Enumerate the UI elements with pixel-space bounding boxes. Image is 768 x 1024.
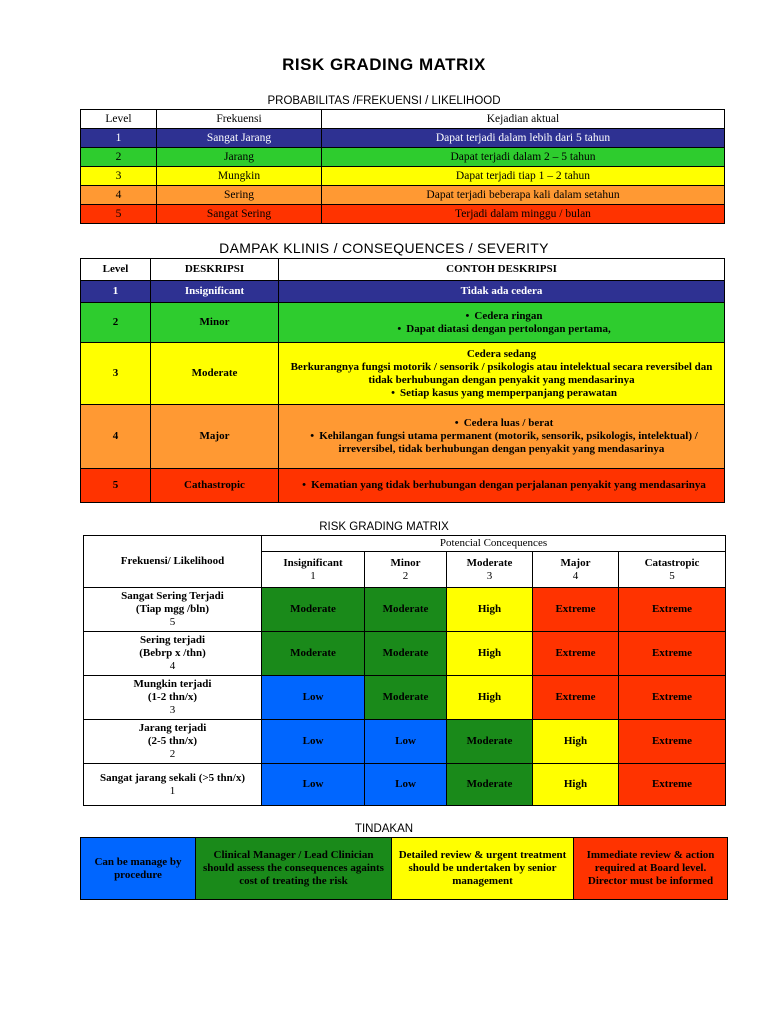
action-low: Can be manage by procedure: [81, 838, 196, 900]
likelihood-row-4: [81, 186, 725, 205]
frequency-cell: Jarang: [157, 148, 322, 167]
level-cell: 2: [81, 148, 157, 167]
matrix-corner-label: Frekuensi/ Likelihood: [84, 536, 262, 588]
description-cell: Insignificant: [151, 281, 279, 303]
likelihood-table: [80, 109, 725, 224]
likelihood-heading: PROBABILITAS /FREKUENSI / LIKELIHOOD: [267, 95, 501, 107]
bullet-icon: •: [302, 479, 306, 491]
header-frequency: Frekuensi: [157, 110, 322, 129]
matrix-cell: High: [533, 764, 619, 806]
description-cell: Cathastropic: [151, 469, 279, 503]
bullet-icon: •: [391, 386, 395, 399]
column-header: Moderate 3: [447, 552, 533, 588]
header-level: Level: [81, 259, 151, 281]
matrix-cell: High: [533, 720, 619, 764]
bullet-icon: •: [310, 430, 315, 442]
row-header: Jarang terjadi (2-5 thn/x) 2: [84, 720, 262, 764]
bullet-icon: •: [397, 322, 402, 335]
description-cell: Moderate: [151, 343, 279, 405]
matrix-cell: Moderate: [365, 676, 447, 720]
consequences-row-5: [81, 469, 725, 503]
matrix-cell: Low: [365, 720, 447, 764]
description-cell: Major: [151, 405, 279, 469]
consequences-header-row: [81, 259, 725, 281]
row-header: Sangat Sering Terjadi (Tiap mgg /bln) 5: [84, 588, 262, 632]
frequency-cell: Sangat Jarang: [157, 129, 322, 148]
page-title: RISK GRADING MATRIX: [282, 55, 486, 74]
level-cell: 3: [81, 343, 151, 405]
consequences-table: [80, 258, 725, 503]
event-cell: Dapat terjadi beberapa kali dalam setahun: [322, 186, 725, 205]
matrix-cell: Moderate: [262, 588, 365, 632]
example-cell: Cedera sedang Berkurangnya fungsi motorik / sensorik / psikologis atau intelektual secara reversibel dan tidak berhubungan dengan penyakit yang mendasarinya • Setiap kasus yang memperpanjang perawatan: [279, 343, 725, 405]
level-cell: 1: [81, 129, 157, 148]
matrix-cell: High: [447, 676, 533, 720]
matrix-cell: Moderate: [365, 588, 447, 632]
level-cell: 3: [81, 167, 157, 186]
bullet-icon: •: [465, 309, 470, 322]
matrix-cell: Low: [365, 764, 447, 806]
likelihood-header-row: [81, 110, 725, 129]
bullet-icon: •: [454, 417, 459, 429]
matrix-row-2: [84, 720, 726, 764]
likelihood-row-3: [81, 167, 725, 186]
action-extreme: Immediate review & action required at Board level. Director must be informed: [574, 838, 728, 900]
header-example: CONTOH DESKRIPSI: [279, 259, 725, 281]
matrix-row-3: [84, 676, 726, 720]
matrix-group-header-row: [84, 536, 726, 552]
example-cell: • Kematian yang tidak berhubungan dengan perjalanan penyakit yang mendasarinya: [279, 469, 725, 503]
frequency-cell: Mungkin: [157, 167, 322, 186]
matrix-cell: Moderate: [447, 764, 533, 806]
consequences-row-3: [81, 343, 725, 405]
matrix-cell: Extreme: [619, 764, 726, 806]
matrix-cell: Extreme: [533, 588, 619, 632]
matrix-cell: Moderate: [262, 632, 365, 676]
action-high: Detailed review & urgent treatment should be undertaken by senior management: [392, 838, 574, 900]
matrix-cell: Moderate: [365, 632, 447, 676]
level-cell: 4: [81, 405, 151, 469]
header-event: Kejadian aktual: [322, 110, 725, 129]
row-header: Sangat jarang sekali (>5 thn/x) 1: [84, 764, 262, 806]
matrix-cell: Low: [262, 676, 365, 720]
matrix-cell: High: [447, 588, 533, 632]
matrix-cell: Extreme: [619, 676, 726, 720]
actions-heading: TINDAKAN: [354, 823, 414, 835]
matrix-cell: Low: [262, 764, 365, 806]
header-level: Level: [81, 110, 157, 129]
example-cell: • Cedera luas / berat • Kehilangan fungsi utama permanent (motorik, sensorik, psikologis, intelektual) / irreversibel, tidak berhubungan dengan penyakit yang mendasarinya: [279, 405, 725, 469]
consequences-row-4: [81, 405, 725, 469]
level-cell: 5: [81, 205, 157, 224]
frequency-cell: Sangat Sering: [157, 205, 322, 224]
frequency-cell: Sering: [157, 186, 322, 205]
event-cell: Dapat terjadi dalam 2 – 5 tahun: [322, 148, 725, 167]
column-header: Minor 2: [365, 552, 447, 588]
actions-row: [81, 838, 728, 900]
matrix-cell: Extreme: [533, 676, 619, 720]
description-cell: Minor: [151, 303, 279, 343]
matrix-cell: Extreme: [619, 588, 726, 632]
column-header: Major 4: [533, 552, 619, 588]
matrix-row-4: [84, 632, 726, 676]
event-cell: Terjadi dalam minggu / bulan: [322, 205, 725, 224]
matrix-cell: High: [447, 632, 533, 676]
event-cell: Dapat terjadi tiap 1 – 2 tahun: [322, 167, 725, 186]
level-cell: 5: [81, 469, 151, 503]
matrix-heading: RISK GRADING MATRIX: [319, 521, 449, 533]
consequences-heading: DAMPAK KLINIS / CONSEQUENCES / SEVERITY: [219, 240, 549, 256]
header-description: DESKRIPSI: [151, 259, 279, 281]
matrix-cell: Extreme: [619, 720, 726, 764]
matrix-row-1: [84, 764, 726, 806]
matrix-group-header: Potencial Concequences: [262, 536, 726, 552]
column-header: Catastropic 5: [619, 552, 726, 588]
risk-matrix-table: [83, 535, 726, 806]
consequences-row-2: [81, 303, 725, 343]
action-moderate: Clinical Manager / Lead Clinician should assess the consequences againts cost of treating the risk: [196, 838, 392, 900]
matrix-row-5: [84, 588, 726, 632]
level-cell: 2: [81, 303, 151, 343]
level-cell: 1: [81, 281, 151, 303]
matrix-cell: Extreme: [533, 632, 619, 676]
likelihood-row-2: [81, 148, 725, 167]
row-header: Mungkin terjadi (1-2 thn/x) 3: [84, 676, 262, 720]
actions-table: [80, 837, 728, 900]
example-cell: • Cedera ringan • Dapat diatasi dengan pertolongan pertama,: [279, 303, 725, 343]
likelihood-row-5: [81, 205, 725, 224]
level-cell: 4: [81, 186, 157, 205]
example-cell: Tidak ada cedera: [279, 281, 725, 303]
column-header: Insignificant 1: [262, 552, 365, 588]
likelihood-row-1: [81, 129, 725, 148]
matrix-cell: Extreme: [619, 632, 726, 676]
event-cell: Dapat terjadi dalam lebih dari 5 tahun: [322, 129, 725, 148]
consequences-row-1: [81, 281, 725, 303]
row-header: Sering terjadi (Bebrp x /thn) 4: [84, 632, 262, 676]
matrix-cell: Moderate: [447, 720, 533, 764]
matrix-cell: Low: [262, 720, 365, 764]
